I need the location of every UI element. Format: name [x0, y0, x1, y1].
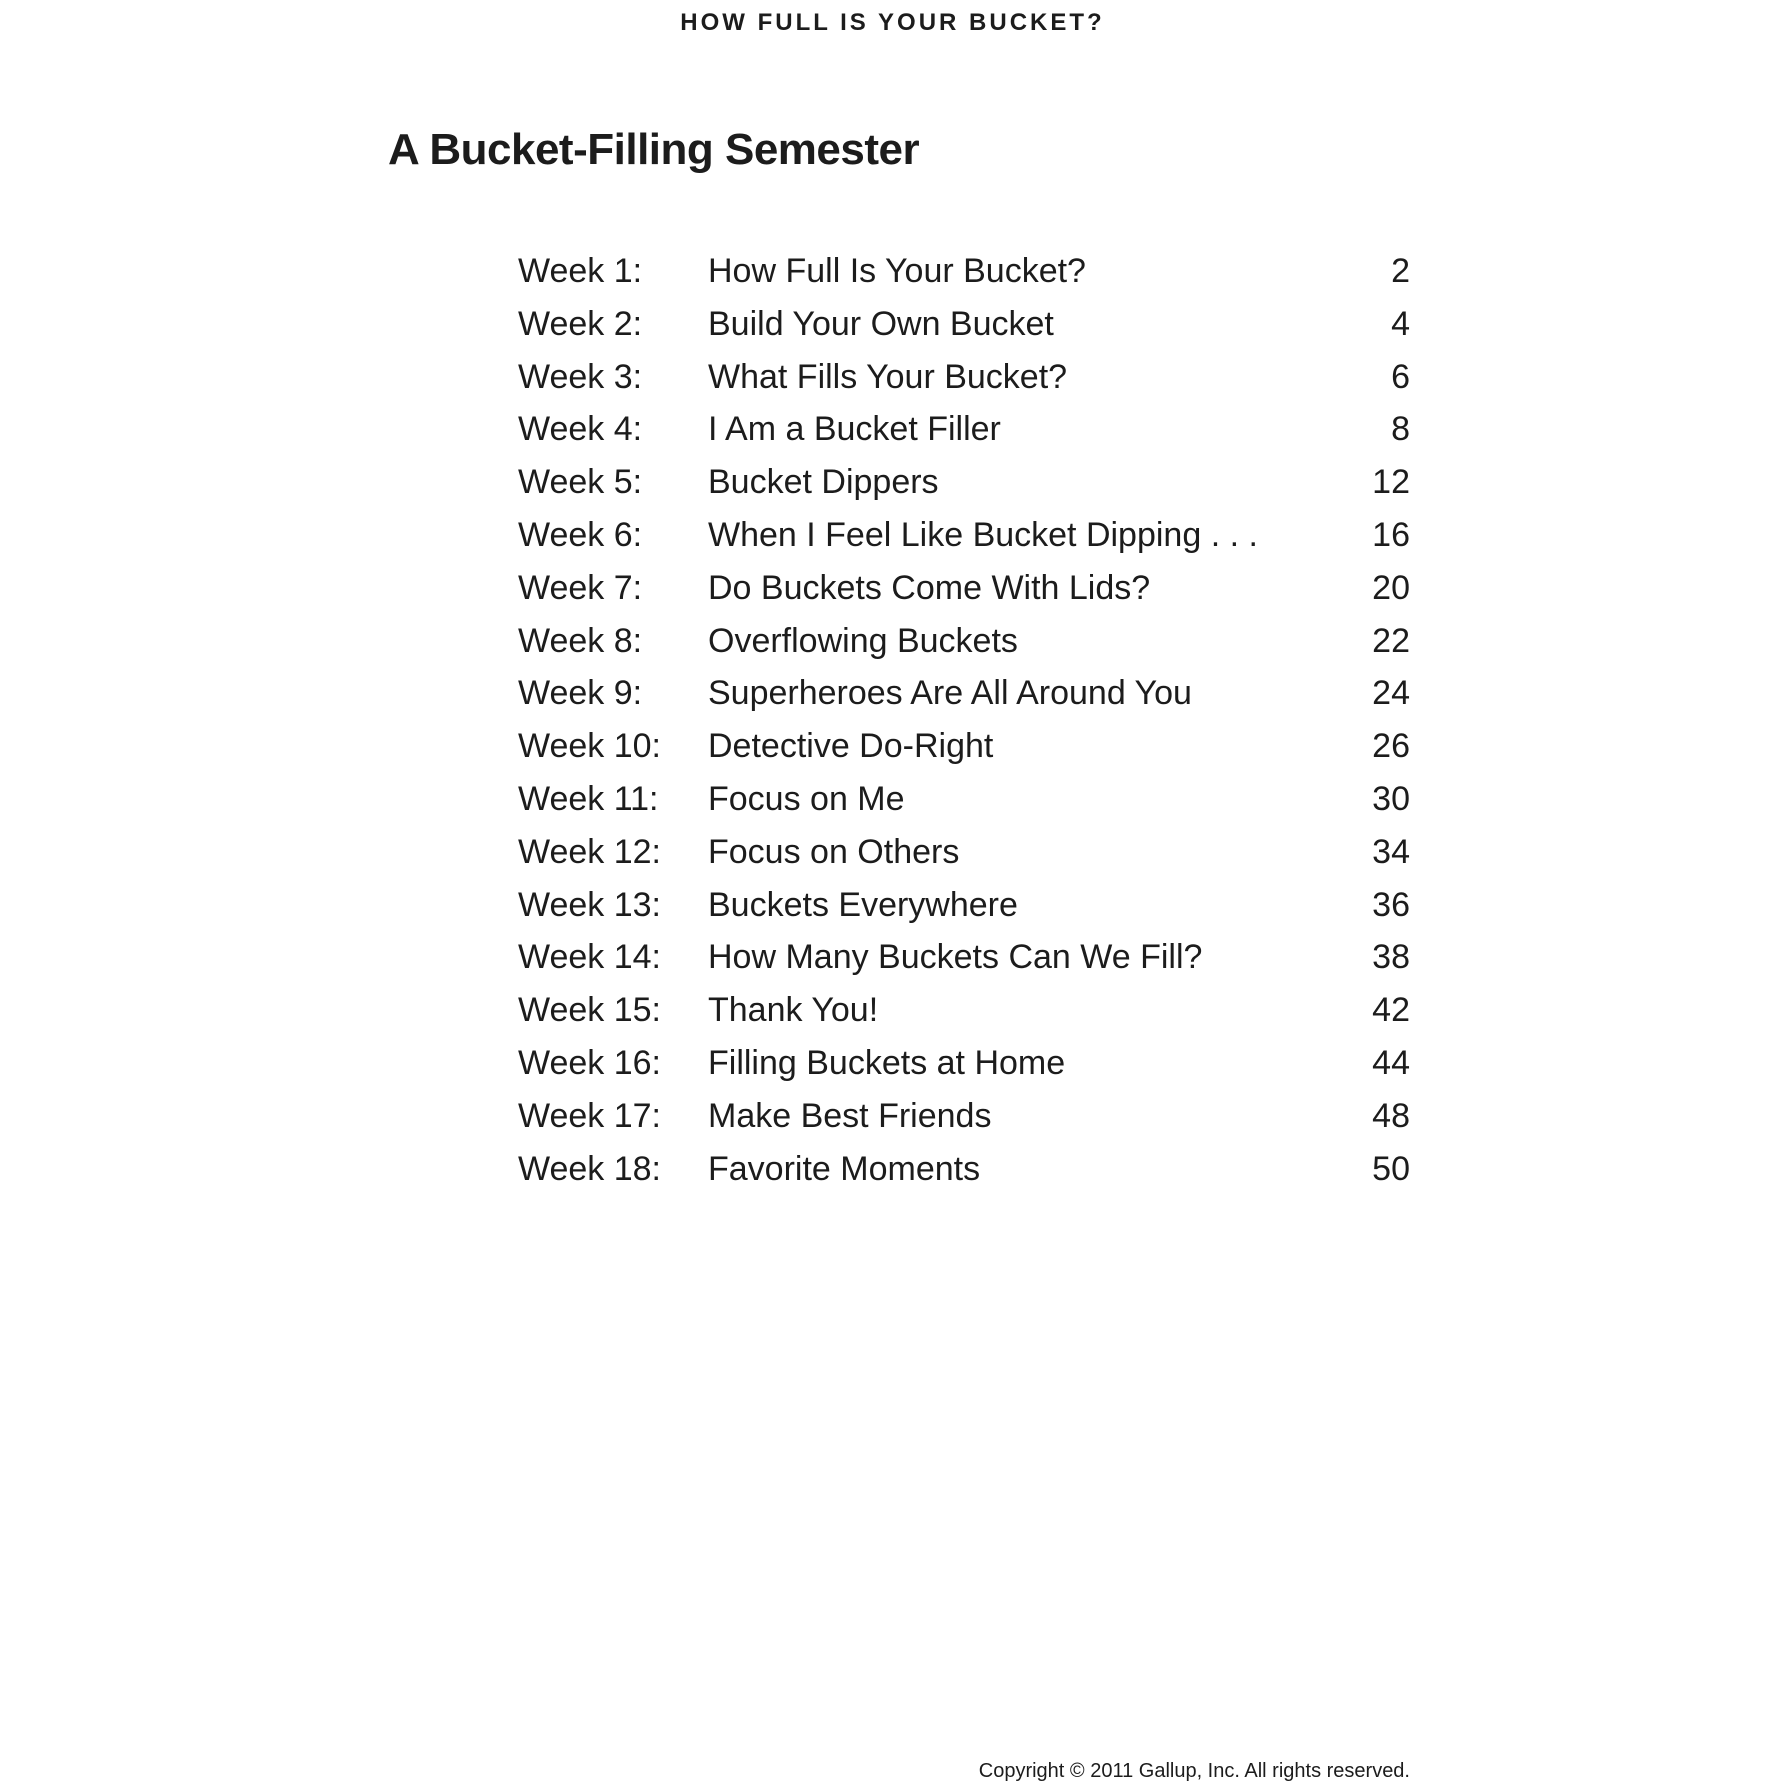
- toc-page-number: 50: [1372, 1149, 1410, 1188]
- toc-week-label: Week 13:: [518, 885, 662, 924]
- table-of-contents: [518, 245, 1410, 1195]
- toc-entry-title: What Fills Your Bucket?: [708, 357, 1068, 396]
- toc-row: [518, 1037, 1410, 1090]
- toc-page-number: 8: [1391, 410, 1410, 449]
- toc-entry-title: Favorite Moments: [708, 1149, 981, 1188]
- toc-page-number: 4: [1391, 304, 1410, 343]
- toc-week-label: Week 10:: [518, 727, 662, 766]
- toc-entry-title: How Full Is Your Bucket?: [708, 252, 1086, 290]
- toc-page-number: 42: [1372, 991, 1410, 1030]
- toc-row: [518, 615, 1410, 668]
- toc-page-number: 16: [1372, 515, 1410, 554]
- page-title: A Bucket-Filling Semester: [388, 125, 920, 174]
- toc-entry-title: Do Buckets Come With Lids?: [708, 568, 1151, 607]
- toc-week-label: Week 18:: [518, 1149, 662, 1188]
- toc-entry-title: Detective Do-Right: [708, 727, 994, 766]
- toc-row: [518, 984, 1410, 1037]
- toc-week-label: Week 8:: [518, 621, 643, 660]
- toc-entry-title: Thank You!: [708, 991, 879, 1030]
- copyright-notice: Copyright © 2011 Gallup, Inc. All rights reserved.: [978, 1760, 1410, 1782]
- toc-week-label: Week 17:: [518, 1096, 662, 1135]
- toc-week-label: Week 15:: [518, 991, 662, 1030]
- toc-page-number: 2: [1391, 252, 1410, 290]
- toc-page-number: 44: [1372, 1043, 1410, 1082]
- toc-week-label: Week 6:: [518, 515, 643, 554]
- toc-row: [518, 456, 1410, 509]
- toc-page-number: 34: [1372, 832, 1410, 871]
- toc-row: [518, 826, 1410, 879]
- toc-row: [518, 245, 1410, 298]
- toc-row: [518, 1143, 1410, 1196]
- toc-week-label: Week 4:: [518, 410, 643, 449]
- toc-entry-title: How Many Buckets Can We Fill?: [708, 938, 1203, 977]
- toc-week-label: Week 3:: [518, 357, 643, 396]
- toc-entry-title: Focus on Me: [708, 779, 905, 818]
- toc-page-number: 30: [1372, 779, 1410, 818]
- toc-row: [518, 720, 1410, 773]
- toc-week-label: Week 5:: [518, 463, 643, 502]
- toc-page-number: 12: [1372, 463, 1410, 502]
- toc-entry-title: Focus on Others: [708, 832, 960, 871]
- toc-entry-title: Filling Buckets at Home: [708, 1043, 1066, 1082]
- toc-page-number: 20: [1372, 568, 1410, 607]
- toc-week-label: Week 2:: [518, 304, 643, 343]
- toc-row: [518, 298, 1410, 351]
- toc-week-label: Week 9:: [518, 674, 643, 713]
- toc-entry-title: Overflowing Buckets: [708, 621, 1018, 660]
- toc-entry-title: Bucket Dippers: [708, 463, 939, 502]
- toc-entry-title: When I Feel Like Bucket Dipping . . .: [708, 515, 1258, 554]
- toc-row: [518, 509, 1410, 562]
- toc-week-label: Week 7:: [518, 568, 643, 607]
- toc-page-number: 6: [1391, 357, 1410, 396]
- toc-entry-title: Build Your Own Bucket: [708, 304, 1054, 343]
- toc-week-label: Week 12:: [518, 832, 662, 871]
- toc-page-number: 48: [1372, 1096, 1410, 1135]
- toc-entry-title: Buckets Everywhere: [708, 885, 1018, 924]
- toc-page-number: 36: [1372, 885, 1410, 924]
- toc-page-number: 26: [1372, 727, 1410, 766]
- toc-page-number: 38: [1372, 938, 1410, 977]
- toc-entry-title: Make Best Friends: [708, 1096, 992, 1135]
- toc-entry-title: Superheroes Are All Around You: [708, 674, 1192, 713]
- toc-page-number: 22: [1372, 621, 1410, 660]
- toc-row: [518, 351, 1410, 404]
- toc-week-label: Week 16:: [518, 1043, 662, 1082]
- toc-week-label: Week 14:: [518, 938, 662, 977]
- running-head: HOW FULL IS YOUR BUCKET?: [680, 9, 1105, 36]
- toc-row: [518, 879, 1410, 932]
- toc-page-number: 24: [1372, 674, 1410, 713]
- toc-row: [518, 667, 1410, 720]
- toc-entry-title: I Am a Bucket Filler: [708, 410, 1001, 449]
- toc-week-label: Week 1:: [518, 252, 643, 290]
- toc-row: [518, 931, 1410, 984]
- toc-week-label: Week 11:: [518, 779, 659, 818]
- toc-row: [518, 773, 1410, 826]
- toc-row: [518, 403, 1410, 456]
- toc-row: [518, 1090, 1410, 1143]
- toc-row: [518, 562, 1410, 615]
